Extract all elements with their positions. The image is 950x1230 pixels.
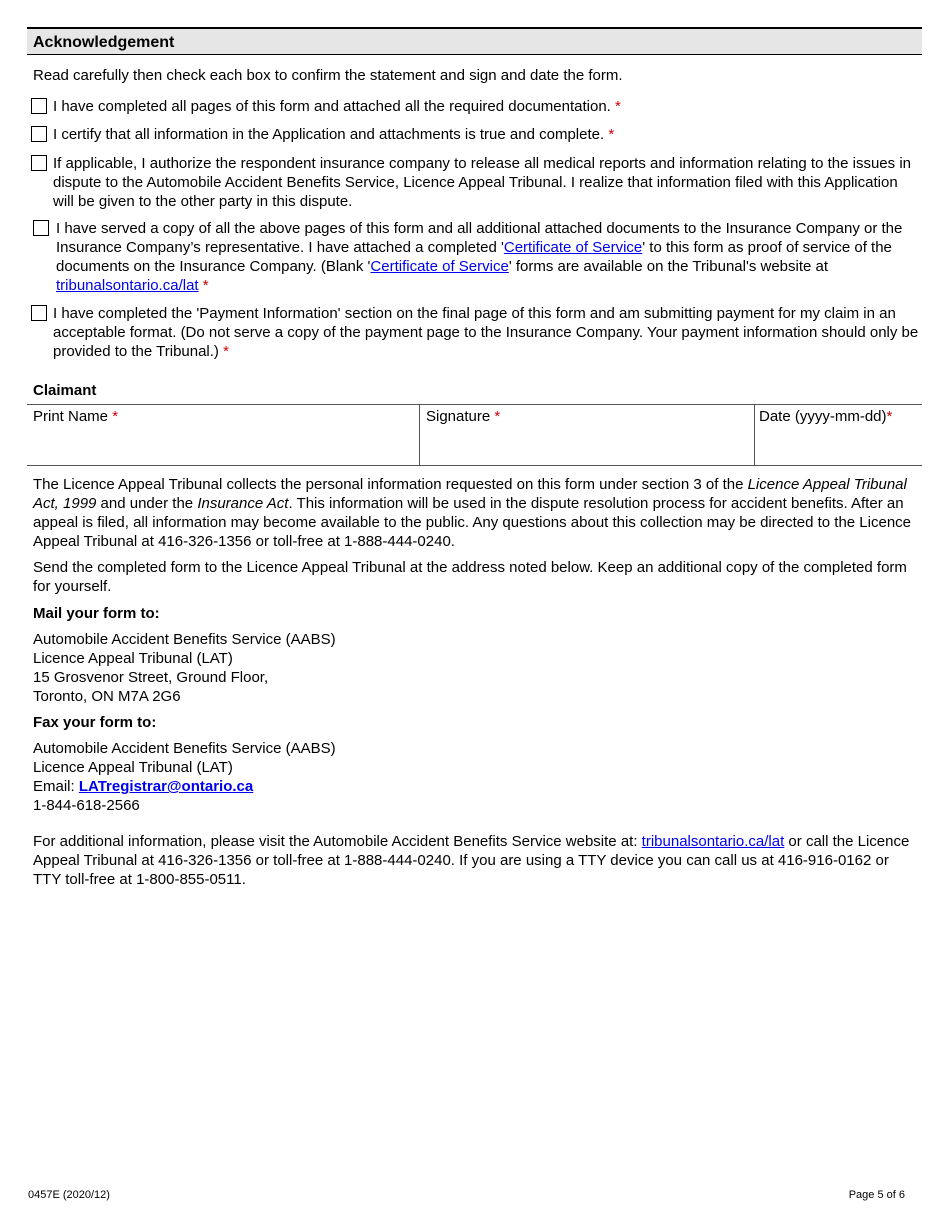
ack-item-documentation <box>31 97 919 116</box>
email-link[interactable]: LATregistrar@ontario.ca <box>78 778 254 795</box>
acknowledgement-header <box>27 27 922 55</box>
date-label: Date (yyyy-mm-dd)* <box>759 408 893 425</box>
fax-number: 1-844-618-2566 <box>33 797 140 814</box>
claimant-signature-table <box>27 404 922 466</box>
signature-label: Signature * <box>426 408 501 425</box>
ack-checkbox-certify[interactable] <box>31 126 47 142</box>
acknowledgement-title: Acknowledgement <box>33 34 175 51</box>
ack-text: I have completed the 'Payment Information' section on the final page of this form and am submitting payment for my claim in an acceptable format. (Do not serve a copy of the payment page to the Insurance Company. Your payment information should only be provided to the Tribunal.) * <box>53 305 919 360</box>
form-number: 0457E (2020/12) <box>28 1189 110 1201</box>
required-asterisk: * <box>886 408 893 425</box>
signature-field[interactable] <box>419 405 754 465</box>
ack-item-authorize <box>31 154 919 211</box>
required-asterisk: * <box>202 277 209 294</box>
send-instructions: Send the completed form to the Licence Appeal Tribunal at the address noted below. Keep an additional copy of the completed form for yourself. <box>33 559 907 595</box>
address-line: Automobile Accident Benefits Service (AABS) <box>33 631 336 648</box>
required-asterisk: * <box>112 408 119 425</box>
ack-checkbox-payment[interactable] <box>31 305 47 321</box>
required-asterisk: * <box>615 98 621 115</box>
ack-item-payment <box>31 304 919 361</box>
fax-heading: Fax your form to: <box>33 714 157 731</box>
address-line: Toronto, ON M7A 2G6 <box>33 688 181 705</box>
tribunal-website-link-2[interactable]: tribunalsontario.ca/lat <box>641 833 785 850</box>
ack-checkbox-documentation[interactable] <box>31 98 47 114</box>
required-asterisk: * <box>223 343 229 360</box>
ack-checkbox-served[interactable] <box>33 220 49 236</box>
ack-text: I have served a copy of all the above pages of this form and all additional attached documents to the Insurance Company or the Insurance Company’s representative. I have attached a completed 'Certificate of Service' to this form as proof of service of the documents on the Insurance Company. (Blank 'Certificate of Service' forms are available on the Tribunal's website at tribunalsontario.ca/lat * <box>56 220 903 294</box>
fax-address <box>33 739 913 815</box>
privacy-notice: The Licence Appeal Tribunal collects the personal information requested on this form under section 3 of the Licence Appeal Tribunal Act, 1999 and under the Insurance Act. This information will be used in the dispute resolution process for accident benefits. After an appeal is filed, all information may become available to the public. Any questions about this collection may be directed to the Licence Appeal Tribunal at 416-326-1356 or toll-free at 1-888-444-0240. <box>33 476 912 550</box>
ack-item-certify <box>31 125 919 144</box>
address-line: Licence Appeal Tribunal (LAT) <box>33 759 233 776</box>
mail-address <box>33 630 913 706</box>
mail-heading: Mail your form to: <box>33 605 160 622</box>
certificate-of-service-link[interactable]: Certificate of Service <box>503 239 643 256</box>
required-asterisk: * <box>494 408 501 425</box>
tribunal-website-link[interactable]: tribunalsontario.ca/lat <box>56 277 199 294</box>
ack-text: If applicable, I authorize the respondent insurance company to release all medical reports and information relating to the issues in dispute to the Automobile Accident Benefits Service, Licence Appeal Tribunal. I realize that information filed with this Application will be given to the other party in this dispute. <box>53 155 911 210</box>
date-field[interactable] <box>754 405 922 465</box>
print-name-field[interactable] <box>27 405 419 465</box>
ack-item-served <box>31 219 919 295</box>
claimant-title: Claimant <box>33 382 97 399</box>
email-line: Email: LATregistrar@ontario.ca <box>33 778 254 795</box>
ack-text: I have completed all pages of this form and attached all the required documentation. * <box>53 98 621 115</box>
address-line: Licence Appeal Tribunal (LAT) <box>33 650 233 667</box>
address-line: Automobile Accident Benefits Service (AABS) <box>33 740 336 757</box>
required-asterisk: * <box>608 126 615 143</box>
additional-info: For additional information, please visit the Automobile Accident Benefits Service website at: tribunalsontario.ca/lat or call the Licence Appeal Tribunal at 416-326-1356 or toll-free at 1-888-444-0240. If you are using a TTY device you can call us at 416-916-0162 or TTY toll-free at 1-800-855-0511. <box>33 833 910 888</box>
page-number: Page 5 of 6 <box>848 1189 905 1201</box>
acknowledgement-intro: Read carefully then check each box to confirm the statement and sign and date the form. <box>33 67 623 84</box>
address-line: 15 Grosvenor Street, Ground Floor, <box>33 669 269 686</box>
ack-checkbox-authorize[interactable] <box>31 155 47 171</box>
print-name-label: Print Name * <box>33 408 119 425</box>
certificate-of-service-link-2[interactable]: Certificate of Service <box>370 258 509 275</box>
ack-text: I certify that all information in the Application and attachments is true and complete. * <box>53 126 615 143</box>
